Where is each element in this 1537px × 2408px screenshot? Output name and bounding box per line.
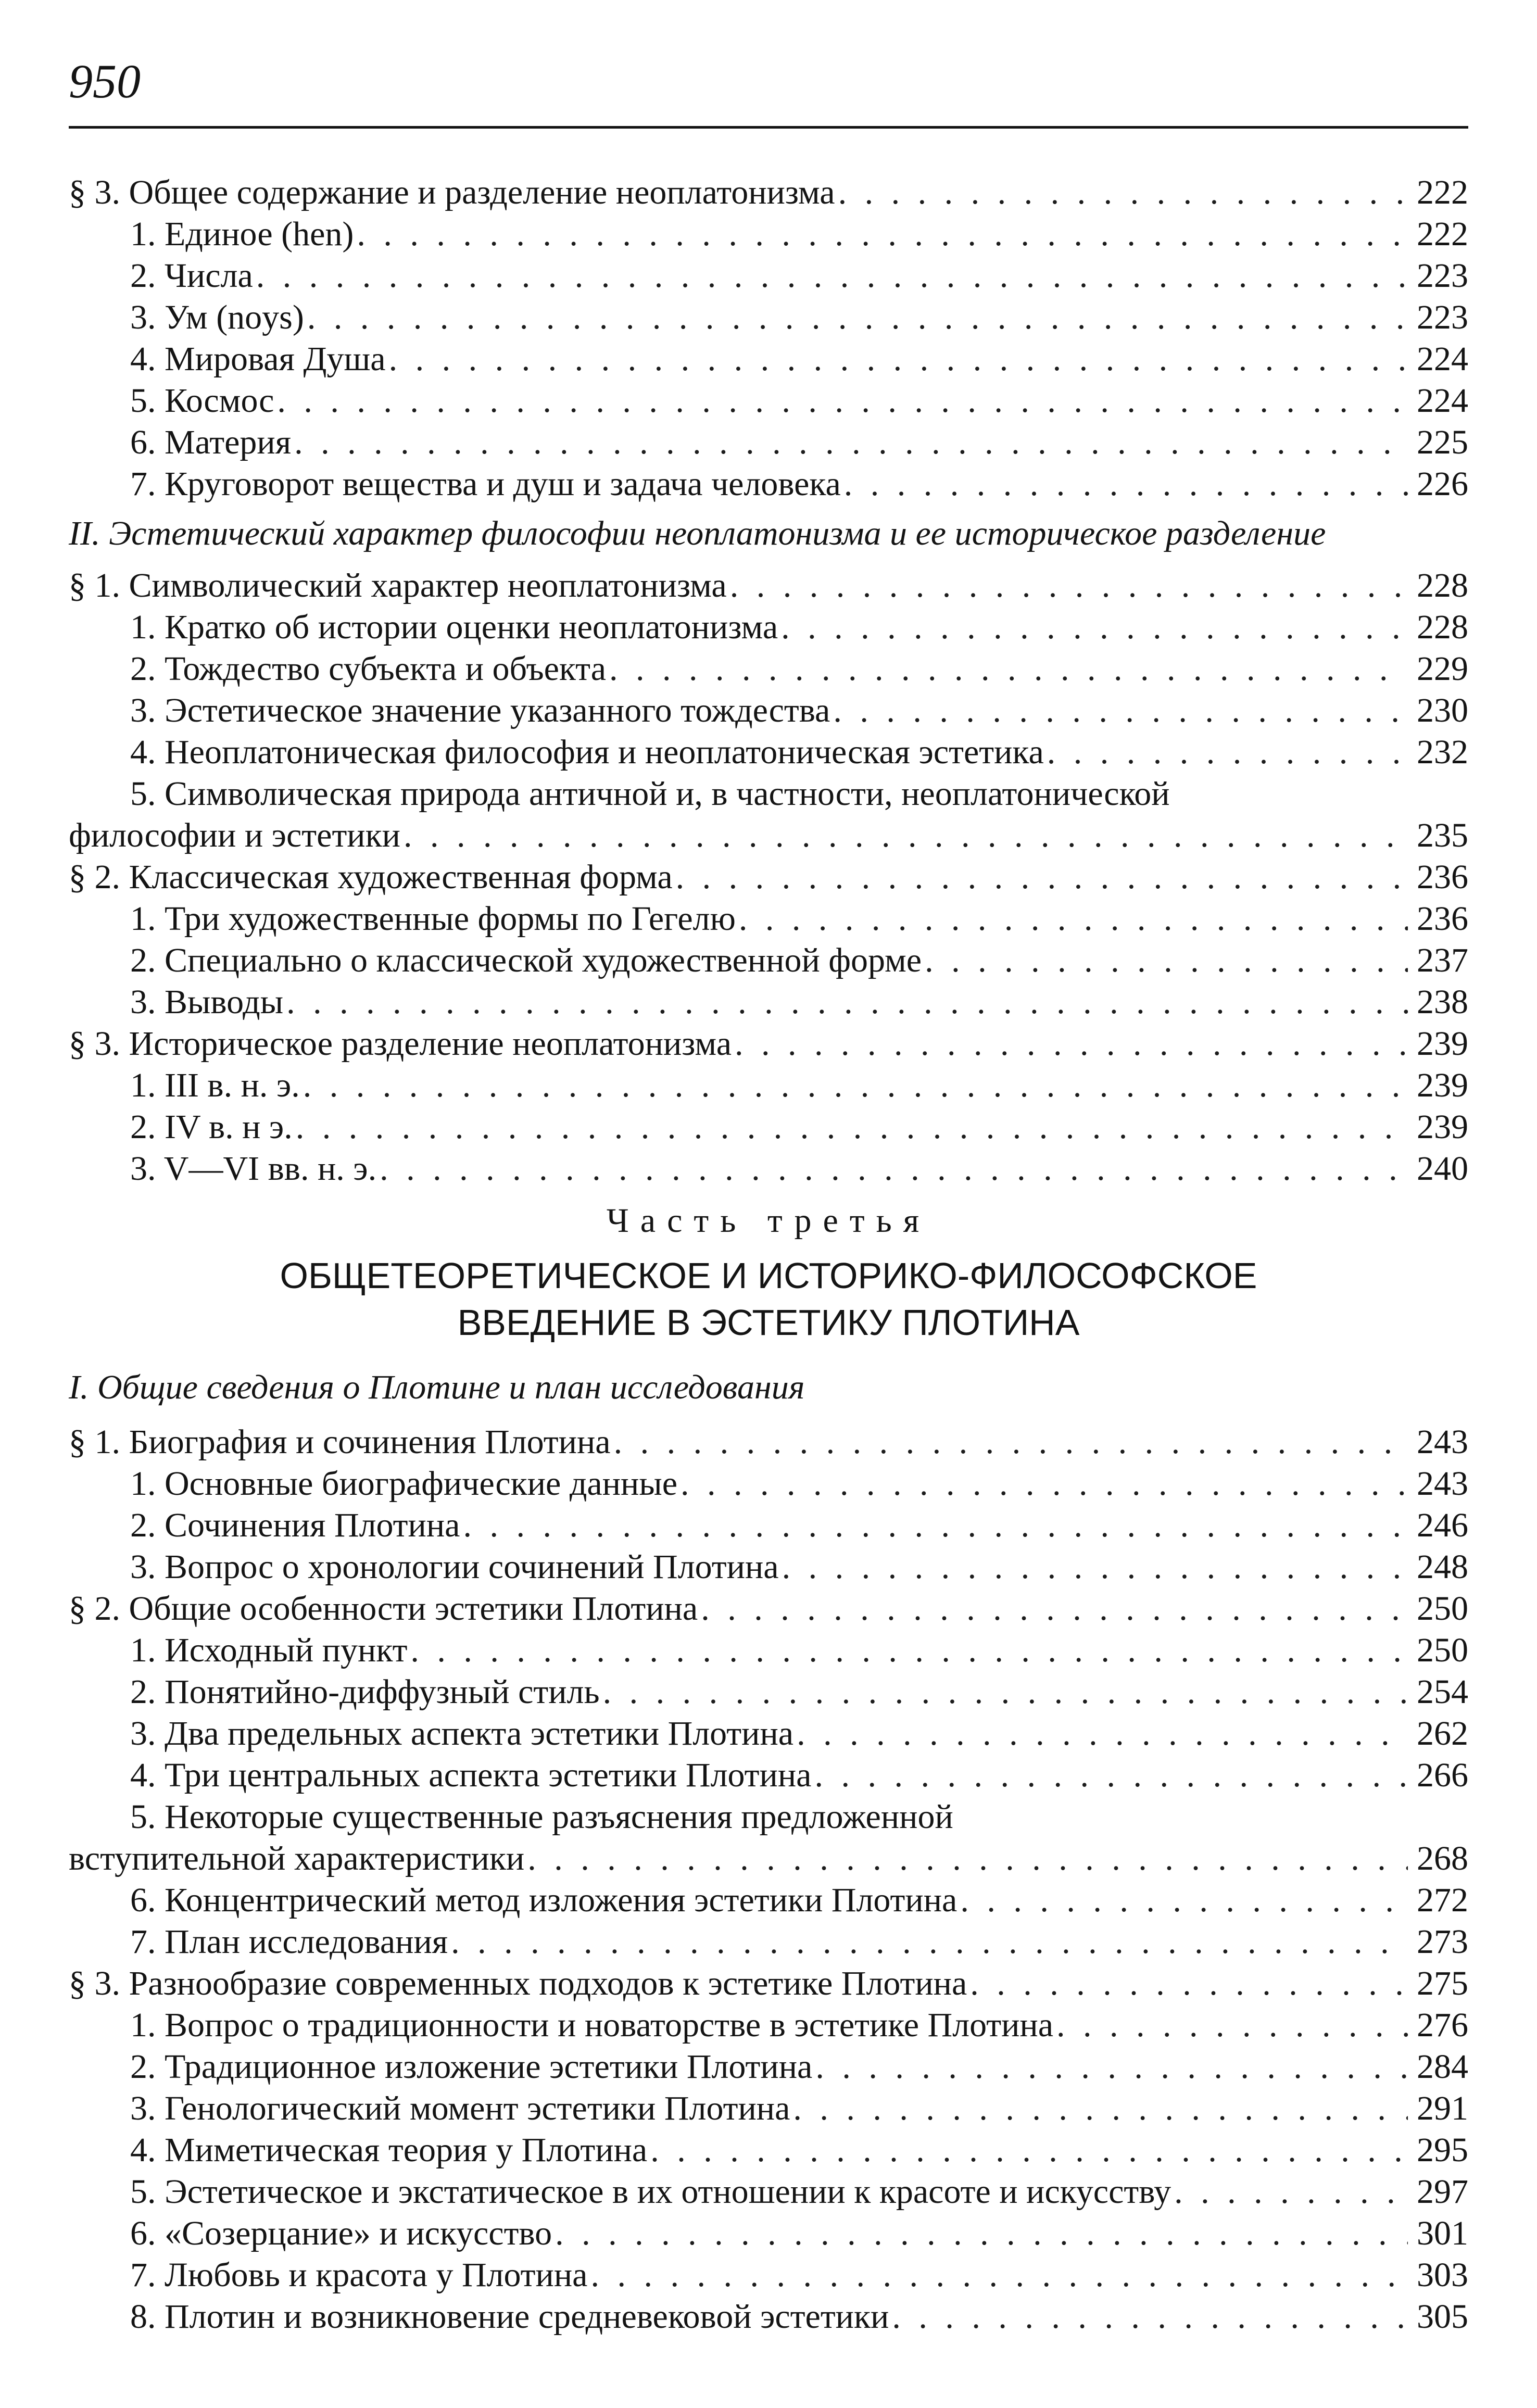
- toc-entry-title: философии и эстетики: [69, 816, 400, 854]
- toc-entry-title: 8. Плотин и возникновение средневековой эстетики: [130, 2298, 889, 2336]
- toc-entry: [69, 2088, 1468, 2129]
- toc-entry-page: 303: [1417, 2256, 1468, 2294]
- toc-entry-title: 3. Выводы: [130, 983, 284, 1021]
- toc-entry-title: 2. Традиционное изложение эстетики Плотина: [130, 2048, 813, 2086]
- dot-leader: [970, 1963, 1408, 2004]
- toc-entry: [69, 297, 1468, 338]
- dot-leader: [782, 1546, 1408, 1588]
- toc-entry-page: 223: [1417, 257, 1468, 295]
- toc-entry-title: 1. III в. н. э.: [130, 1066, 300, 1104]
- toc-entry-page: 276: [1417, 2006, 1468, 2044]
- toc-entry: [69, 1671, 1468, 1713]
- toc-entry: [69, 1546, 1468, 1588]
- toc-entry-page: 273: [1417, 1923, 1468, 1961]
- toc-entry-page: 224: [1417, 340, 1468, 378]
- toc-entry: [69, 2296, 1468, 2338]
- dot-leader: [960, 1880, 1408, 1921]
- toc-entry: [69, 1755, 1468, 1796]
- chapter-2-heading-wrap: [69, 513, 1468, 554]
- toc-entry-page: 250: [1417, 1631, 1468, 1669]
- toc-section-entry: [69, 172, 1468, 213]
- toc-block-2: [69, 565, 1468, 1190]
- toc-entry-title: 1. Три художественные формы по Гегелю: [130, 900, 736, 938]
- dot-leader: [781, 607, 1408, 648]
- toc-entry-page: 254: [1417, 1673, 1468, 1711]
- toc-entry-title: 2. Тождество субъекта и объекта: [130, 650, 607, 688]
- dot-leader: [1174, 2171, 1408, 2213]
- toc-entry: [69, 1838, 1468, 1880]
- toc-entry-page: 222: [1417, 215, 1468, 253]
- toc-entry: [69, 422, 1468, 463]
- toc-entry: [69, 607, 1468, 648]
- dot-leader: [844, 463, 1408, 505]
- toc-section-entry: [69, 565, 1468, 607]
- dot-leader: [463, 1505, 1408, 1546]
- toc-entry-title: 7. План исследования: [130, 1923, 448, 1961]
- dot-leader: [614, 1421, 1408, 1463]
- part-heading-line-2: ВВЕДЕНИЕ В ЭСТЕТИКУ ПЛОТИНА: [457, 1302, 1080, 1343]
- toc-entry-title: 3. V—VI вв. н. э.: [130, 1150, 377, 1188]
- toc-entry-title: § 3. Разнообразие современных подходов к эстетике Плотина: [69, 1964, 967, 2002]
- toc-entry-title: 6. Концентрический метод изложения эстетики Плотина: [130, 1881, 958, 1919]
- toc-entry-page: 243: [1417, 1465, 1468, 1503]
- dot-leader: [1056, 2004, 1408, 2046]
- dot-leader: [256, 255, 1408, 297]
- toc-entry-page: 268: [1417, 1839, 1468, 1877]
- toc-entry-page: 238: [1417, 983, 1468, 1021]
- toc-entry-title: § 1. Биография и сочинения Плотина: [69, 1423, 611, 1461]
- toc-entry: [69, 1880, 1468, 1921]
- toc-entry: [69, 981, 1468, 1023]
- toc-entry: [69, 380, 1468, 422]
- toc-entry-title: § 2. Общие особенности эстетики Плотина: [69, 1590, 698, 1628]
- toc-entry-title: 2. Понятийно-диффузный стиль: [130, 1673, 600, 1711]
- dot-leader: [555, 2213, 1408, 2254]
- toc-entry-title: 1. Единое (hen): [130, 215, 354, 253]
- toc-entry-title: § 3. Общее содержание и разделение неоплатонизма: [69, 173, 835, 211]
- toc-section-entry: [69, 1588, 1468, 1630]
- dot-leader: [410, 1630, 1408, 1671]
- chapter-1-heading: I. Общие сведения о Плотине и план исследования: [69, 1368, 805, 1406]
- toc-entry-title: 4. Неоплатоническая философия и неоплатоническая эстетика: [130, 733, 1044, 771]
- chapter-2-heading: II. Эстетический характер философии неоплатонизма и ее историческое разделение: [69, 514, 1326, 552]
- dot-leader: [307, 297, 1408, 338]
- dot-leader: [389, 338, 1408, 380]
- toc-entry: [69, 815, 1468, 856]
- toc-entry-page: 232: [1417, 733, 1468, 771]
- dot-leader: [833, 690, 1408, 732]
- toc-entry-title: 7. Круговорот вещества и душ и задача человека: [130, 465, 841, 503]
- dot-leader: [681, 1463, 1408, 1505]
- dot-leader: [404, 815, 1408, 856]
- toc-entry-title: 3. Ум (noys): [130, 298, 304, 336]
- dot-leader: [380, 1148, 1408, 1190]
- toc-entry: [69, 1148, 1468, 1190]
- dot-leader: [838, 172, 1408, 213]
- toc-entry: [69, 773, 1468, 815]
- toc-entry-page: 235: [1417, 816, 1468, 854]
- dot-leader: [590, 2254, 1408, 2296]
- toc-entry-page: 250: [1417, 1590, 1468, 1628]
- part-label: Часть третья: [606, 1202, 931, 1240]
- toc-block-3: [69, 1421, 1468, 2338]
- toc-entry-page: 223: [1417, 298, 1468, 336]
- dot-leader: [925, 940, 1408, 981]
- toc-entry-page: 291: [1417, 2089, 1468, 2127]
- toc-entry-page: 297: [1417, 2173, 1468, 2211]
- toc-entry: [69, 338, 1468, 380]
- toc-entry-page: 230: [1417, 691, 1468, 729]
- dot-leader: [286, 981, 1408, 1023]
- toc-entry-title: 6. Материя: [130, 423, 292, 461]
- chapter-1-heading-wrap: [69, 1367, 1468, 1408]
- toc-entry-page: 248: [1417, 1548, 1468, 1586]
- toc-entry-title: § 1. Символический характер неоплатонизма: [69, 566, 727, 604]
- toc-entry-page: 228: [1417, 608, 1468, 646]
- toc-entry-page: 236: [1417, 900, 1468, 938]
- toc-entry-title: вступительной характеристики: [69, 1839, 525, 1877]
- toc-entry: [69, 1065, 1468, 1106]
- dot-leader: [735, 1023, 1408, 1065]
- toc-entry-title: 2. Числа: [130, 257, 253, 295]
- toc-entry-title: 2. IV в. н э.: [130, 1108, 293, 1146]
- toc-entry: [69, 940, 1468, 981]
- dot-leader: [277, 380, 1408, 422]
- toc-entry: [69, 648, 1468, 690]
- part-heading-line-1: ОБЩЕТЕОРЕТИЧЕСКОЕ И ИСТОРИКО-ФИЛОСОФСКОЕ: [280, 1255, 1257, 1296]
- toc-entry: [69, 255, 1468, 297]
- toc-entry-title: 2. Сочинения Плотина: [130, 1506, 460, 1544]
- toc-section-entry: [69, 1023, 1468, 1065]
- toc-entry-page: 305: [1417, 2298, 1468, 2336]
- toc-entry-title: 5. Некоторые существенные разъяснения предложенной: [130, 1798, 953, 1836]
- dot-leader: [815, 2046, 1408, 2088]
- toc-entry-title: 1. Кратко об истории оценки неоплатонизма: [130, 608, 778, 646]
- toc-entry: [69, 2254, 1468, 2296]
- toc-entry: [69, 690, 1468, 732]
- toc-entry-title: 3. Эстетическое значение указанного тождества: [130, 691, 830, 729]
- toc-entry-title: 1. Основные биографические данные: [130, 1465, 678, 1503]
- dot-leader: [793, 2088, 1408, 2129]
- toc-entry: [69, 1796, 1468, 1838]
- toc-entry-page: 229: [1417, 650, 1468, 688]
- dot-leader: [797, 1713, 1408, 1755]
- dot-leader: [294, 422, 1408, 463]
- toc-entry-page: 295: [1417, 2131, 1468, 2169]
- toc-block-1: [69, 172, 1468, 505]
- dot-leader: [814, 1755, 1408, 1796]
- toc-entry: [69, 2213, 1468, 2254]
- dot-leader: [527, 1838, 1408, 1880]
- toc-entry-page: 301: [1417, 2214, 1468, 2252]
- toc-entry-title: 2. Специально о классической художественной форме: [130, 941, 922, 979]
- toc-entry: [69, 1921, 1468, 1963]
- toc-entry-title: 1. Исходный пункт: [130, 1631, 408, 1669]
- dot-leader: [609, 648, 1408, 690]
- toc-entry-page: 225: [1417, 423, 1468, 461]
- part-heading: [69, 1252, 1468, 1346]
- toc-entry-title: 3. Вопрос о хронологии сочинений Плотина: [130, 1548, 779, 1586]
- dot-leader: [357, 213, 1408, 255]
- toc-entry-title: 1. Вопрос о традиционности и новаторстве в эстетике Плотина: [130, 2006, 1054, 2044]
- dot-leader: [730, 565, 1408, 607]
- toc-entry: [69, 898, 1468, 940]
- dot-leader: [739, 898, 1408, 940]
- toc-entry: [69, 1106, 1468, 1148]
- toc-entry: [69, 1505, 1468, 1546]
- toc-entry-title: 4. Мировая Душа: [130, 340, 386, 378]
- dot-leader: [892, 2296, 1408, 2338]
- toc-entry-title: 4. Три центральных аспекта эстетики Плотина: [130, 1756, 812, 1794]
- dot-leader: [603, 1671, 1408, 1713]
- toc-entry-page: 272: [1417, 1881, 1468, 1919]
- toc-entry: [69, 2171, 1468, 2213]
- toc-entry-title: 7. Любовь и красота у Плотина: [130, 2256, 588, 2294]
- toc-entry-title: 5. Символическая природа античной и, в частности, неоплатонической: [130, 775, 1170, 813]
- page-number: 950: [69, 55, 141, 108]
- toc-entry-page: 246: [1417, 1506, 1468, 1544]
- toc-entry-page: 262: [1417, 1714, 1468, 1753]
- toc-section-entry: [69, 1421, 1468, 1463]
- toc-entry-title: 3. Два предельных аспекта эстетики Плотина: [130, 1714, 794, 1753]
- toc-entry-title: 5. Эстетическое и экстатическое в их отношении к красоте и искусству: [130, 2173, 1171, 2211]
- toc-entry: [69, 1713, 1468, 1755]
- toc-entry-title: 4. Миметическая теория у Плотина: [130, 2131, 648, 2169]
- toc-entry-page: 243: [1417, 1423, 1468, 1461]
- toc-entry-title: 6. «Созерцание» и искусство: [130, 2214, 552, 2252]
- toc-entry-page: 226: [1417, 465, 1468, 503]
- toc-entry-page: 239: [1417, 1025, 1468, 1063]
- toc-entry-page: 284: [1417, 2048, 1468, 2086]
- toc-entry-page: 222: [1417, 173, 1468, 211]
- toc-entry-title: § 3. Историческое разделение неоплатонизма: [69, 1025, 732, 1063]
- toc-entry-title: § 2. Классическая художественная форма: [69, 858, 673, 896]
- toc-entry-page: 228: [1417, 566, 1468, 604]
- toc-entry-page: 237: [1417, 941, 1468, 979]
- toc-entry-page: 239: [1417, 1066, 1468, 1104]
- toc-entry: [69, 732, 1468, 773]
- toc-entry: [69, 463, 1468, 505]
- dot-leader: [676, 856, 1408, 898]
- toc-section-entry: [69, 1963, 1468, 2004]
- toc-entry: [69, 1630, 1468, 1671]
- dot-leader: [1047, 732, 1408, 773]
- dot-leader: [650, 2129, 1408, 2171]
- dot-leader: [451, 1921, 1408, 1963]
- toc-entry-title: 5. Космос: [130, 382, 274, 420]
- toc-entry: [69, 2004, 1468, 2046]
- toc-entry-page: 266: [1417, 1756, 1468, 1794]
- toc-entry-page: 275: [1417, 1964, 1468, 2002]
- header-rule: [69, 126, 1468, 129]
- toc-entry: [69, 2046, 1468, 2088]
- toc-entry-page: 240: [1417, 1150, 1468, 1188]
- toc-entry: [69, 1463, 1468, 1505]
- dot-leader: [296, 1106, 1408, 1148]
- toc-entry-title: 3. Генологический момент эстетики Плотина: [130, 2089, 790, 2127]
- dot-leader: [303, 1065, 1408, 1106]
- dot-leader: [701, 1588, 1408, 1630]
- toc-entry: [69, 213, 1468, 255]
- toc-entry-page: 236: [1417, 858, 1468, 896]
- toc-entry-page: 239: [1417, 1108, 1468, 1146]
- toc-section-entry: [69, 856, 1468, 898]
- toc-entry: [69, 2129, 1468, 2171]
- toc-entry-page: 224: [1417, 382, 1468, 420]
